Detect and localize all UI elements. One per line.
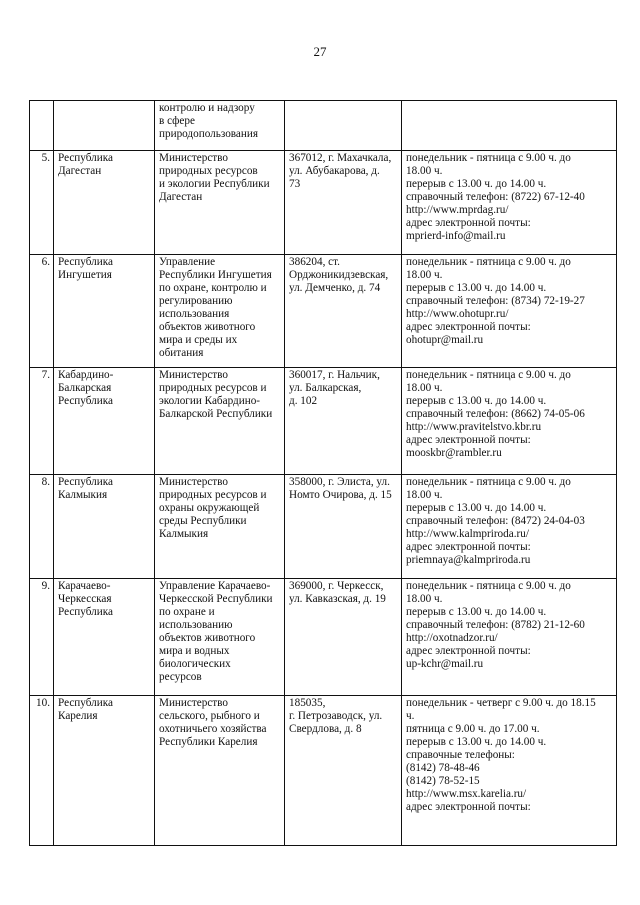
contact-info-line: справочный телефон: (8662) 74-05-06 xyxy=(406,408,585,420)
organization-line: регулированию xyxy=(159,295,233,307)
contact-info-line: адрес электронной почты: xyxy=(406,801,531,813)
region-line: Калмыкия xyxy=(58,489,108,501)
organization-line: Балкарской Республики xyxy=(159,408,273,420)
row-number-cell xyxy=(30,255,54,368)
contact-info-line: справочный телефон: (8472) 24-04-03 xyxy=(406,515,585,527)
contact-info-cell xyxy=(402,368,617,475)
address-line: Номто Очирова, д. 15 xyxy=(289,489,392,501)
region-cell xyxy=(54,475,155,579)
organization-line: охотничьего хозяйства xyxy=(159,723,267,735)
organization-line: по охране, контролю и xyxy=(159,282,267,294)
contact-info-line: up-kchr@mail.ru xyxy=(406,658,484,670)
address-cell xyxy=(285,368,402,475)
address-line: 358000, г. Элиста, ул. xyxy=(289,476,390,488)
contact-info-line: 18.00 ч. xyxy=(406,165,443,177)
organization-line: объектов животного xyxy=(159,321,256,333)
contact-info-line: перерыв с 13.00 ч. до 14.00 ч. xyxy=(406,502,547,514)
contact-info-line: http://www.mprdag.ru/ xyxy=(406,204,509,216)
address-line: 360017, г. Нальчик, xyxy=(289,369,380,381)
contact-info-line: mooskbr@rambler.ru xyxy=(406,447,502,459)
organization-line: контролю и надзору xyxy=(159,102,255,114)
region-line: Республика xyxy=(58,697,113,709)
contact-info-line: http://www.kalmpriroda.ru/ xyxy=(406,528,529,540)
region-line: Карачаево- xyxy=(58,580,111,592)
contact-info-line: адрес электронной почты: xyxy=(406,541,531,553)
contact-info-line: mprierd-info@mail.ru xyxy=(406,230,506,242)
row-number: 10. xyxy=(36,697,50,709)
address-cell xyxy=(285,696,402,846)
table-row xyxy=(30,255,617,368)
organization-line: обитания xyxy=(159,347,204,359)
organization-line: Министерство xyxy=(159,152,228,164)
region-line: Республика xyxy=(58,256,113,268)
contact-info-line: понедельник - пятница с 9.00 ч. до xyxy=(406,256,571,268)
address-line: ул. Абубакарова, д. xyxy=(289,165,380,177)
organization-line: объектов животного xyxy=(159,632,256,644)
row-number-cell xyxy=(30,368,54,475)
address-line: ул. Демченко, д. 74 xyxy=(289,282,381,294)
region-line: Республика xyxy=(58,152,113,164)
contact-info-line: 18.00 ч. xyxy=(406,382,443,394)
contact-info-line: адрес электронной почты: xyxy=(406,217,531,229)
region-line: Карелия xyxy=(58,710,98,722)
address-line: Орджоникидзевская, xyxy=(289,269,389,281)
contact-info-line: адрес электронной почты: xyxy=(406,321,531,333)
address-line: д. 102 xyxy=(289,395,318,407)
contact-info-line: 18.00 ч. xyxy=(406,269,443,281)
table-row xyxy=(30,579,617,696)
table-body xyxy=(30,101,617,846)
contact-info-cell xyxy=(402,579,617,696)
organization-line: Республики Карелия xyxy=(159,736,258,748)
table-row xyxy=(30,368,617,475)
contact-info-line: понедельник - пятница с 9.00 ч. до xyxy=(406,369,571,381)
organization-cell xyxy=(155,151,285,255)
address-line: Свердлова, д. 8 xyxy=(289,723,362,735)
table-row xyxy=(30,696,617,846)
region-line: Республика xyxy=(58,395,113,407)
organization-line: Республики Ингушетия xyxy=(159,269,272,281)
organization-line: сельского, рыбного и xyxy=(159,710,260,722)
contact-info-line: 18.00 ч. xyxy=(406,593,443,605)
address-cell xyxy=(285,475,402,579)
contact-info-line: перерыв с 13.00 ч. до 14.00 ч. xyxy=(406,606,547,618)
contact-info-line: адрес электронной почты: xyxy=(406,434,531,446)
organization-line: ресурсов xyxy=(159,671,202,683)
address-cell xyxy=(285,579,402,696)
organization-line: Управление Карачаево- xyxy=(159,580,271,592)
region-cell xyxy=(54,368,155,475)
organization-line: использования xyxy=(159,308,230,320)
contact-info-line: priemnaya@kalmpriroda.ru xyxy=(406,554,531,566)
region-cell xyxy=(54,101,155,151)
region-cell xyxy=(54,255,155,368)
address-line: 369000, г. Черкесск, xyxy=(289,580,384,592)
table-row-continuation xyxy=(30,101,617,151)
address-line: ул. Кавказская, д. 19 xyxy=(289,593,386,605)
address-line: г. Петрозаводск, ул. xyxy=(289,710,383,722)
organization-line: экологии Кабардино- xyxy=(159,395,261,407)
contact-info-line: (8142) 78-48-46 xyxy=(406,762,480,774)
organization-line: Министерство xyxy=(159,476,228,488)
organization-cell xyxy=(155,579,285,696)
region-line: Ингушетия xyxy=(58,269,112,281)
region-line: Республика xyxy=(58,606,113,618)
contact-info-line: понедельник - пятница с 9.00 ч. до xyxy=(406,476,571,488)
organization-cell xyxy=(155,101,285,151)
organization-line: природных ресурсов и xyxy=(159,489,267,501)
row-number: 8. xyxy=(41,476,50,488)
row-number-cell xyxy=(30,696,54,846)
organization-line: природных ресурсов и xyxy=(159,382,267,394)
organization-line: среды Республики xyxy=(159,515,247,527)
organization-line: по охране и xyxy=(159,606,215,618)
organization-line: и экологии Республики xyxy=(159,178,270,190)
contact-info-line: ohotupr@mail.ru xyxy=(406,334,484,346)
organization-line: природопользования xyxy=(159,128,259,140)
address-line: 185035, xyxy=(289,697,326,709)
contact-info-line: http://www.ohotupr.ru/ xyxy=(406,308,509,320)
region-cell xyxy=(54,696,155,846)
region-line: Дагестан xyxy=(58,165,102,177)
contact-info-line: ч. xyxy=(406,710,415,722)
address-line: ул. Балкарская, xyxy=(289,382,362,394)
region-cell xyxy=(54,579,155,696)
organization-line: мира и водных xyxy=(159,645,230,657)
contact-info-line: справочный телефон: (8722) 67-12-40 xyxy=(406,191,585,203)
contact-info-line: понедельник - четверг с 9.00 ч. до 18.15 xyxy=(406,697,596,709)
organization-line: мира и среды их xyxy=(159,334,238,346)
region-cell xyxy=(54,151,155,255)
organization-line: Черкесской Республики xyxy=(159,593,273,605)
organization-cell xyxy=(155,696,285,846)
table-row xyxy=(30,151,617,255)
table-row xyxy=(30,475,617,579)
row-number: 9. xyxy=(41,580,50,592)
address-cell xyxy=(285,255,402,368)
contact-info-line: перерыв с 13.00 ч. до 14.00 ч. xyxy=(406,736,547,748)
organization-line: Дагестан xyxy=(159,191,203,203)
organization-line: охраны окружающей xyxy=(159,502,260,514)
contact-info-cell xyxy=(402,475,617,579)
contact-info-line: http://www.pravitelstvo.kbr.ru xyxy=(406,421,542,433)
organization-line: Управление xyxy=(159,256,216,268)
row-number: 6. xyxy=(41,256,50,268)
contact-info-cell xyxy=(402,255,617,368)
organization-cell xyxy=(155,368,285,475)
row-number-cell xyxy=(30,101,54,151)
page-number: 27 xyxy=(313,44,327,59)
contact-info-line: перерыв с 13.00 ч. до 14.00 ч. xyxy=(406,395,547,407)
row-number-cell xyxy=(30,579,54,696)
contact-info-line: справочный телефон: (8734) 72-19-27 xyxy=(406,295,585,307)
address-line: 386204, ст. xyxy=(289,256,340,268)
organization-line: использованию xyxy=(159,619,233,631)
contact-info-line: пятница с 9.00 ч. до 17.00 ч. xyxy=(406,723,540,735)
region-line: Балкарская xyxy=(58,382,112,394)
contact-info-line: адрес электронной почты: xyxy=(406,645,531,657)
agencies-table xyxy=(29,100,617,846)
contact-info-cell xyxy=(402,151,617,255)
organization-line: природных ресурсов xyxy=(159,165,258,177)
organization-line: Министерство xyxy=(159,697,228,709)
row-number: 5. xyxy=(41,152,50,164)
address-line: 73 xyxy=(289,178,301,190)
contact-info-line: понедельник - пятница с 9.00 ч. до xyxy=(406,580,571,592)
contact-info-line: справочные телефоны: xyxy=(406,749,515,761)
contact-info-cell xyxy=(402,696,617,846)
row-number-cell xyxy=(30,151,54,255)
region-line: Черкесская xyxy=(58,593,112,605)
organization-line: Министерство xyxy=(159,369,228,381)
contact-info-line: http://www.msx.karelia.ru/ xyxy=(406,788,527,800)
contact-info-line: 18.00 ч. xyxy=(406,489,443,501)
organization-cell xyxy=(155,475,285,579)
contact-info-line: справочный телефон: (8782) 21-12-60 xyxy=(406,619,585,631)
address-line: 367012, г. Махачкала, xyxy=(289,152,392,164)
row-number: 7. xyxy=(41,369,50,381)
organization-line: Калмыкия xyxy=(159,528,209,540)
address-cell xyxy=(285,101,402,151)
contact-info-line: перерыв с 13.00 ч. до 14.00 ч. xyxy=(406,282,547,294)
contact-info-line: http://oxotnadzor.ru/ xyxy=(406,632,498,644)
contact-info-line: перерыв с 13.00 ч. до 14.00 ч. xyxy=(406,178,547,190)
organization-cell xyxy=(155,255,285,368)
address-cell xyxy=(285,151,402,255)
contact-info-line: (8142) 78-52-15 xyxy=(406,775,480,787)
row-number-cell xyxy=(30,475,54,579)
contact-info-cell xyxy=(402,101,617,151)
region-line: Республика xyxy=(58,476,113,488)
organization-line: биологических xyxy=(159,658,231,670)
contact-info-line: понедельник - пятница с 9.00 ч. до xyxy=(406,152,571,164)
region-line: Кабардино- xyxy=(58,369,114,381)
organization-line: в сфере xyxy=(159,115,195,127)
